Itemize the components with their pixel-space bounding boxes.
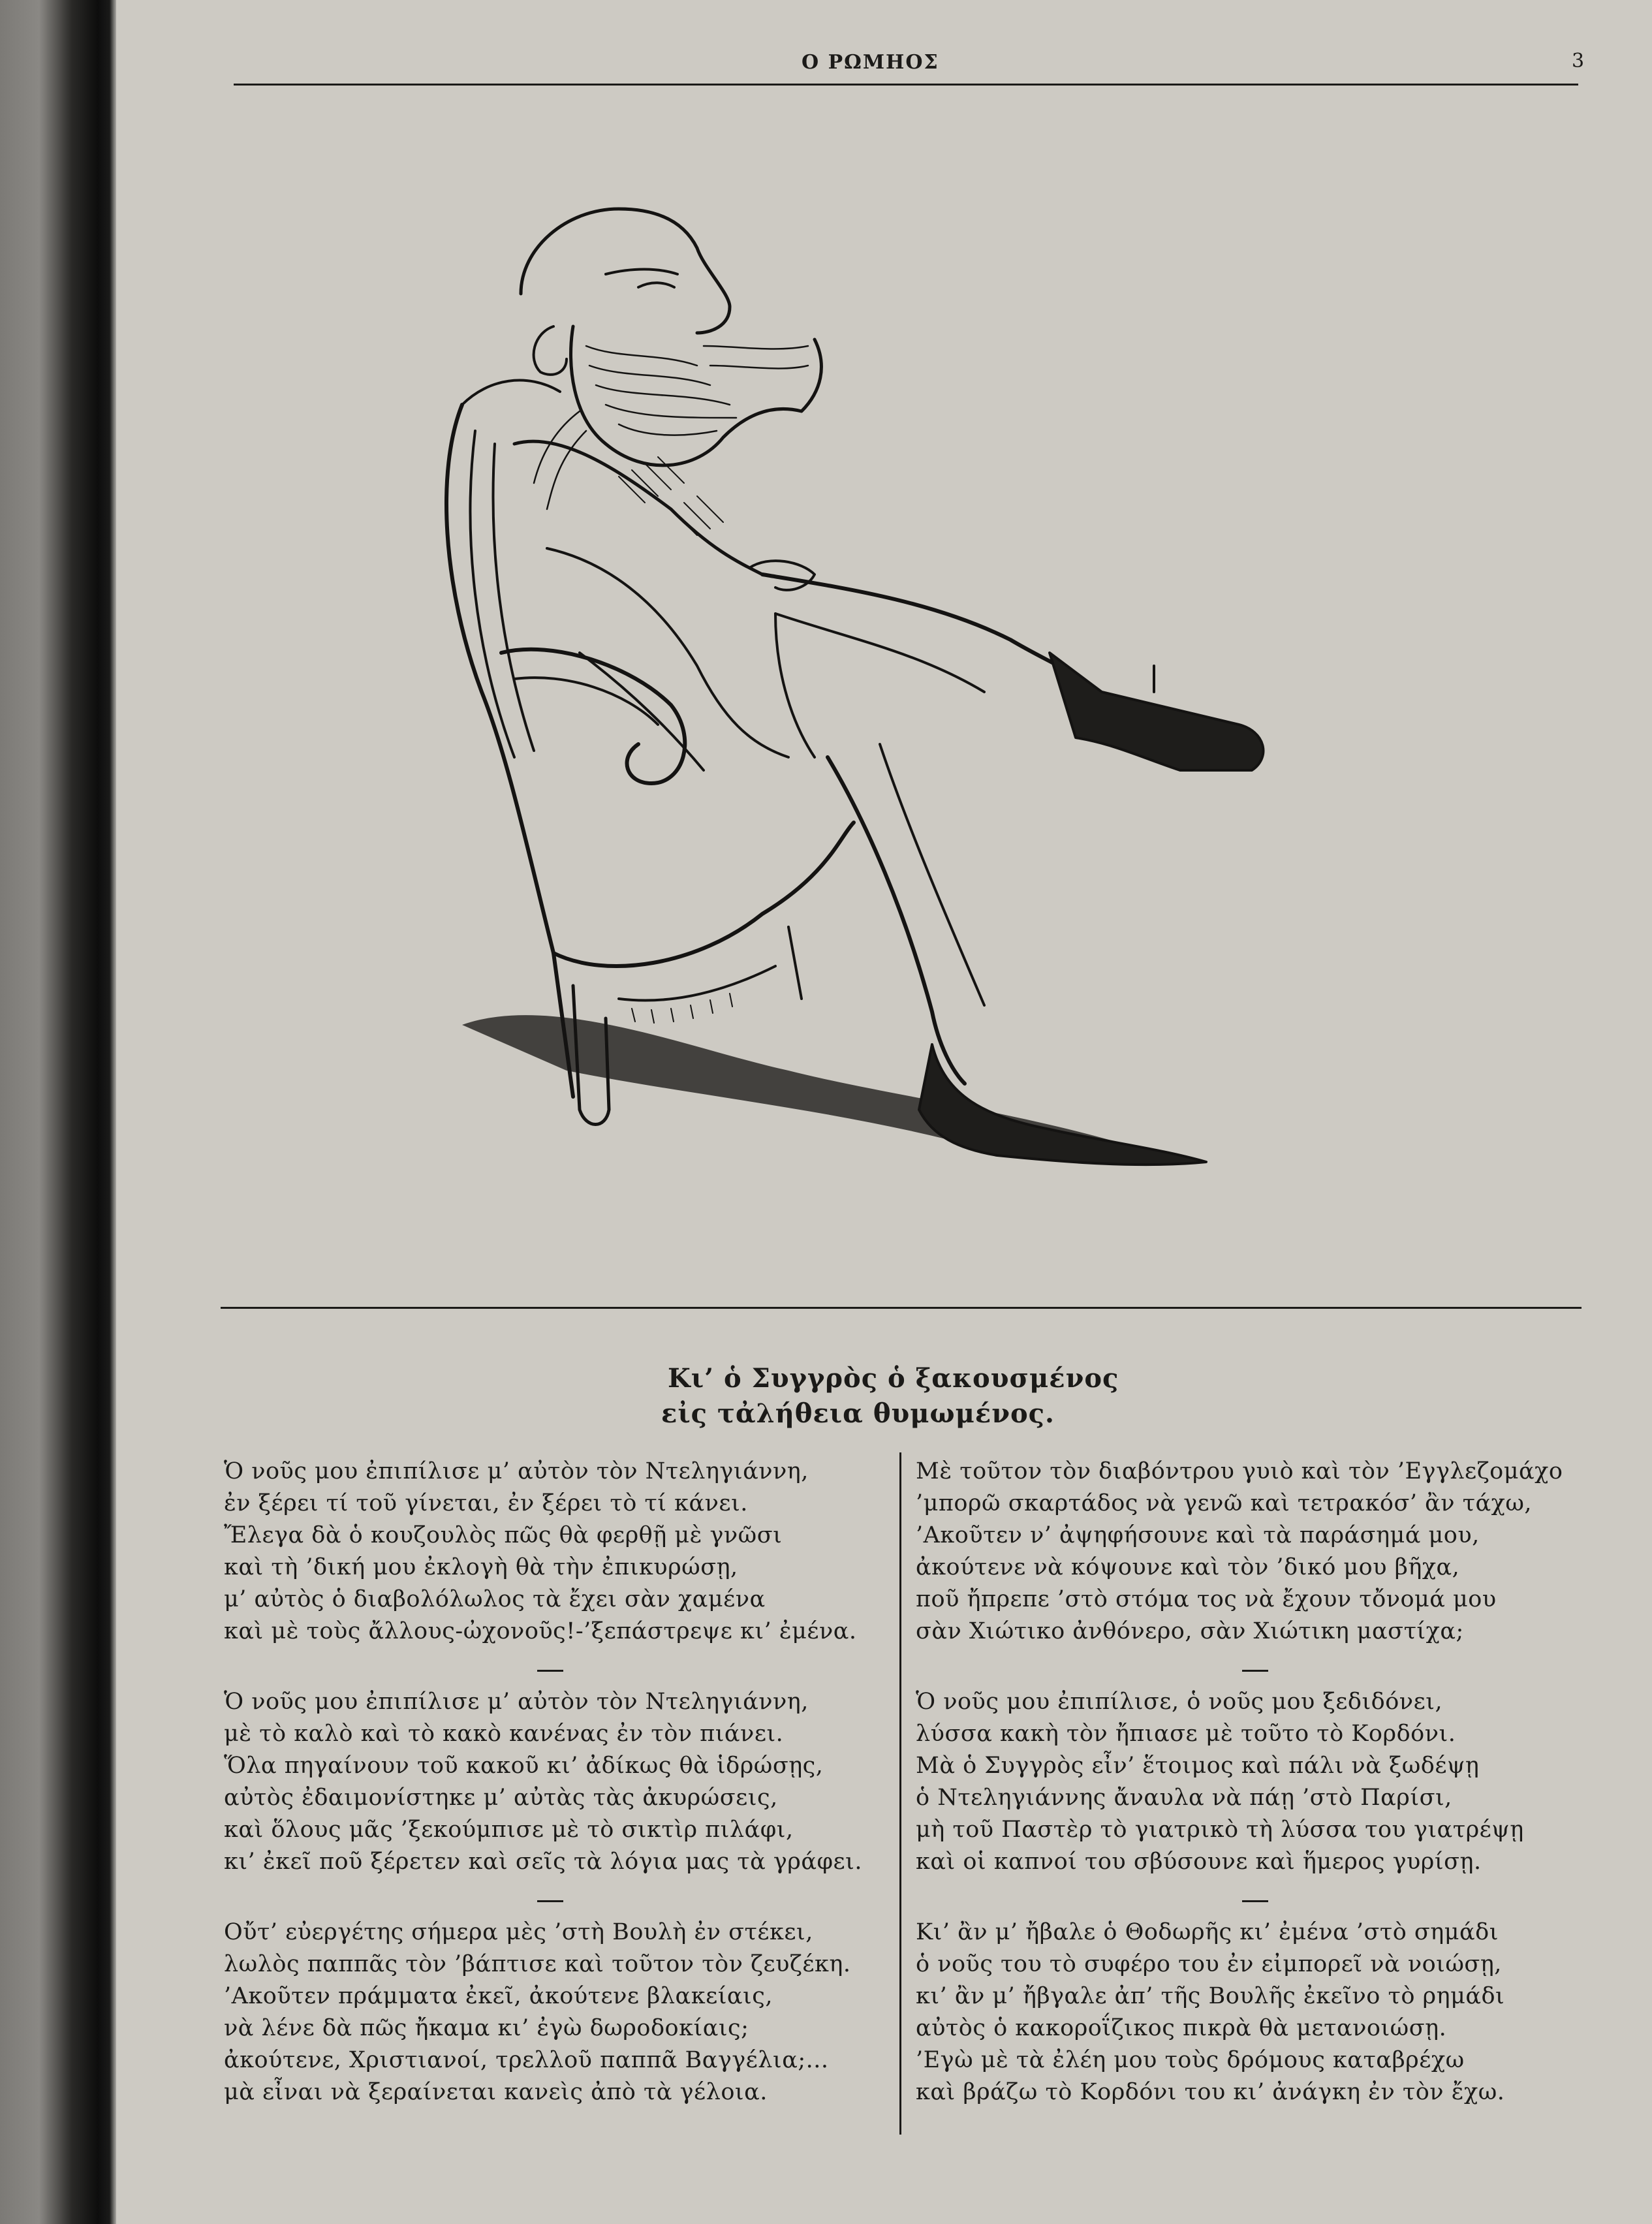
verse-line: αὐτὸς ὁ κακοροΐζικος πικρὰ θὰ μετανοιώσῃ.	[916, 2015, 1447, 2041]
verse-line: ἀκούτενε, Χριστιανοί, τρελλοῦ παππᾶ Βαγγέλια;...	[224, 2047, 829, 2073]
verse-line: κι’ ἐκεῖ ποῦ ξέρετεν καὶ σεῖς τὰ λόγια μας τὰ γράφει.	[224, 1849, 862, 1875]
verse-line: ἀκούτενε νὰ κόψουνε καὶ τὸν ’δικό μου βῆχα,	[916, 1554, 1460, 1580]
poem-column-right	[916, 1456, 1595, 2131]
verse-line: σὰν Χιώτικο ἀνθόνερο, σὰν Χιώτικη μαστίχα;	[916, 1618, 1464, 1644]
verse-line: ’μπορῶ σκαρτάδος νὰ γενῶ καὶ τετρακόσ’ ἂν τάχω,	[916, 1490, 1532, 1516]
verse-line: μὰ εἶναι νὰ ξεραίνεται κανεὶς ἀπὸ τὰ γέλοια.	[224, 2079, 768, 2105]
verse-line: μὴ τοῦ Παστὲρ τὸ γιατρικὸ τὴ λύσσα του γιατρέψῃ	[916, 1817, 1524, 1843]
running-head: Ο ΡΩΜΗΟΣ	[802, 51, 939, 74]
verse-line: μ’ αὐτὸς ὁ διαβολόλωλος τὰ ἔχει σὰν χαμένα	[224, 1586, 766, 1612]
verse-line: Μὲ τοῦτον τὸν διαβόντρου γυιὸ καὶ τὸν ’Εγγλεζομάχο	[916, 1458, 1563, 1484]
verse-line: ’Ακοῦτεν ν’ ἀψηφήσουνε καὶ τὰ παράσημά μου,	[916, 1522, 1480, 1548]
verse-line: ὁ νοῦς του τὸ συφέρο του ἐν εἰμπορεῖ νὰ νοιώσῃ,	[916, 1951, 1502, 1977]
verse-line: καὶ ὅλους μᾶς ’ξεκούμπισε μὲ τὸ σικτὶρ πιλάφι,	[224, 1817, 794, 1843]
caricature-illustration	[423, 196, 1382, 1175]
verse-line: Κι’ ἂν μ’ ἤβαλε ὁ Θοδωρῆς κι’ ἐμένα ’στὸ σημάδι	[916, 1919, 1499, 1945]
verse-line: ποῦ ἤπρεπε ’στὸ στόμα τος νὰ ἔχουν τὄνομά μου	[916, 1586, 1497, 1612]
verse-line: ’Ακοῦτεν πράμματα ἐκεῖ, ἀκούτενε βλακείαις,	[224, 1983, 773, 2009]
verse-line: μὲ τὸ καλὸ καὶ τὸ κακὸ κανένας ἐν τὸν πιάνει.	[224, 1721, 784, 1747]
verse-line: Ὅλα πηγαίνουν τοῦ κακοῦ κι’ ἀδίκως θὰ ἱδρώσῃς,	[224, 1753, 824, 1779]
page-number: 3	[1572, 50, 1585, 72]
verse-line: καὶ τὴ ’δική μου ἐκλογὴ θὰ τὴν ἐπικυρώσῃ,	[224, 1554, 738, 1580]
verse-line: Οὔτ’ εὐεργέτης σήμερα μὲς ’στὴ Βουλὴ ἐν στέκει,	[224, 1919, 813, 1945]
stanza-separator	[1242, 1900, 1268, 1902]
stanza-separator	[1242, 1670, 1268, 1672]
stanza	[224, 1917, 890, 2108]
verse-line: λύσσα κακὴ τὸν ἤπιασε μὲ τοῦτο τὸ Κορδόνι.	[916, 1721, 1456, 1747]
stanza	[224, 1686, 890, 1878]
verse-line: καὶ μὲ τοὺς ἄλλους-ὠχονοῦς!-’ξεπάστρεψε κι’ ἐμένα.	[224, 1618, 857, 1644]
caption-line-2: εἰς τἀλήθεια θυμωμένος.	[661, 1398, 1055, 1429]
section-rule	[221, 1307, 1582, 1309]
column-divider	[899, 1452, 901, 2135]
verse-line: λωλὸς παππᾶς τὸν ’βάπτισε καὶ τοῦτον τὸν ζευζέκη.	[224, 1951, 851, 1977]
verse-line: Ἔλεγα δὰ ὁ κουζουλὸς πῶς θὰ φερθῇ μὲ γνῶσι	[224, 1522, 783, 1548]
verse-line: ’Εγὼ μὲ τὰ ἐλέη μου τοὺς δρόμους καταβρέχω	[916, 2047, 1465, 2073]
stanza-separator	[537, 1670, 563, 1672]
stanza	[916, 1917, 1595, 2108]
newspaper-page	[116, 0, 1652, 2224]
stanza	[916, 1456, 1595, 1648]
verse-line: ἐν ξέρει τί τοῦ γίνεται, ἐν ξέρει τὸ τί κάνει.	[224, 1490, 748, 1516]
verse-line: καὶ βράζω τὸ Κορδόνι του κι’ ἀνάγκη ἐν τὸν ἔχω.	[916, 2079, 1505, 2105]
book-gutter	[0, 0, 116, 2224]
verse-line: Ὁ νοῦς μου ἐπιπίλισε μ’ αὐτὸν τὸν Ντεληγιάννη,	[224, 1689, 809, 1715]
caption	[661, 1361, 1119, 1432]
stanza	[224, 1456, 890, 1648]
verse-line: καὶ οἱ καπνοί του σβύσουνε καὶ ἥμερος γυρίσῃ.	[916, 1849, 1482, 1875]
stanza	[916, 1686, 1595, 1878]
header-rule	[234, 84, 1578, 86]
verse-line: Ὁ νοῦς μου ἐπιπίλισε, ὁ νοῦς μου ξεδιδόνει,	[916, 1689, 1443, 1715]
verse-line: ὁ Ντεληγιάννης ἄναυλα νὰ πάῃ ’στὸ Παρίσι,	[916, 1785, 1452, 1811]
verse-line: Μὰ ὁ Συγγρὸς εἶν’ ἕτοιμος καὶ πάλι νὰ ξωδέψῃ	[916, 1753, 1480, 1779]
verse-line: κι’ ἂν μ’ ἤβγαλε ἀπ’ τῆς Βουλῆς ἐκεῖνο τὸ ρημάδι	[916, 1983, 1505, 2009]
poem-column-left	[224, 1456, 890, 2131]
stanza-separator	[537, 1900, 563, 1902]
verse-line: νὰ λένε δὰ πῶς ἤκαμα κι’ ἐγὼ δωροδοκίαις;	[224, 2015, 749, 2041]
verse-line: αὐτὸς ἐδαιμονίστηκε μ’ αὐτὰς τὰς ἀκυρώσεις,	[224, 1785, 778, 1811]
verse-line: Ὁ νοῦς μου ἐπιπίλισε μ’ αὐτὸν τὸν Ντεληγιάννη,	[224, 1458, 809, 1484]
caption-line-1: Κι’ ὁ Συγγρὸς ὁ ξακουσμένος	[668, 1363, 1119, 1394]
